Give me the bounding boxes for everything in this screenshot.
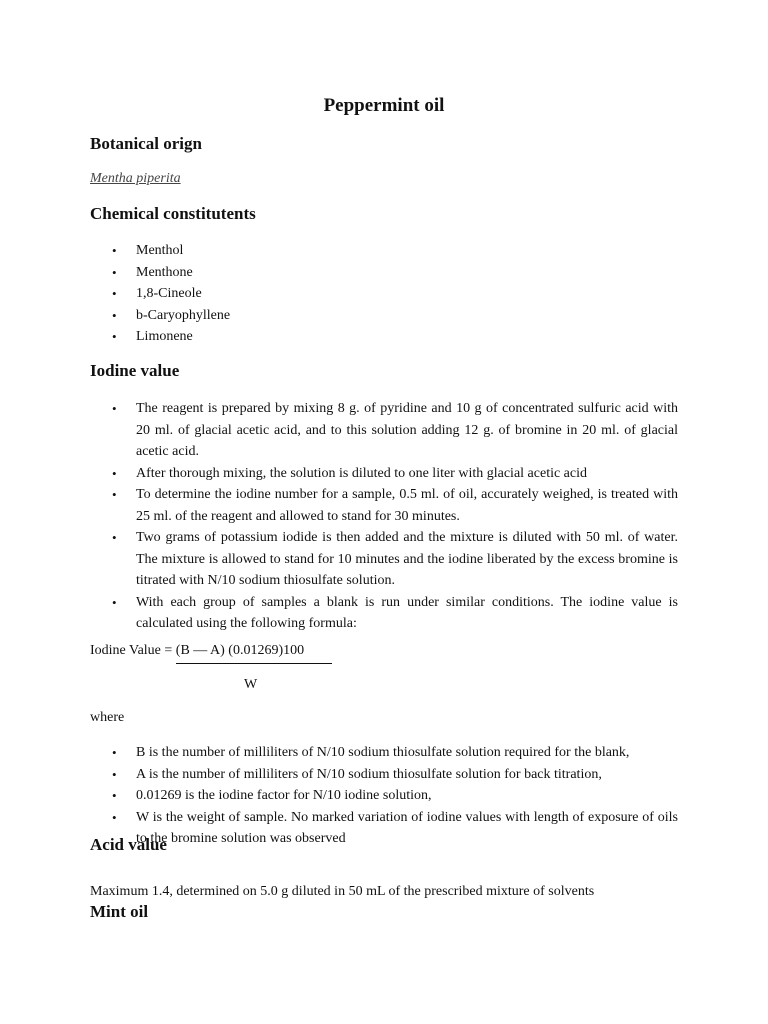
list-item: • W is the weight of sample. No marked variation of iodine values with length of exposure of oils to the bromine solution was observed — [90, 807, 678, 850]
list-item: • Limonene — [90, 326, 678, 348]
iodine-steps-list — [90, 398, 678, 635]
heading-acid-value: Acid value — [90, 835, 167, 854]
formula-numerator: (B — A) (0.01269)100 — [176, 643, 332, 664]
botanical-species: Mentha piperita — [90, 171, 181, 186]
list-item: • With each group of samples a blank is run under similar conditions. The iodine value is calculated using the following formula: — [90, 592, 678, 635]
where-label: where — [90, 710, 125, 725]
list-item: • Menthone — [90, 262, 678, 284]
heading-mint-oil: Mint oil — [90, 902, 149, 921]
constituents-list — [90, 240, 678, 348]
page-title: Peppermint oil — [323, 95, 445, 116]
heading-chemical-constituents: Chemical constitutents — [90, 204, 256, 223]
list-item: • To determine the iodine number for a sample, 0.5 ml. of oil, accurately weighed, is treated with 25 ml. of the reagent and allowed to stand for 30 minutes. — [90, 484, 678, 527]
iodine-formula — [90, 643, 332, 664]
list-item: • 0.01269 is the iodine factor for N/10 iodine solution, — [90, 785, 678, 807]
heading-botanical-origin: Botanical orign — [90, 134, 202, 153]
list-item: • The reagent is prepared by mixing 8 g. of pyridine and 10 g of concentrated sulfuric acid with 20 ml. of glacial acetic acid, and to this solution adding 12 g. of bromine in 20 ml. of glacial acetic acid. — [90, 398, 678, 463]
acid-value-text: Maximum 1.4, determined on 5.0 g diluted in 50 mL of the prescribed mixture of solvents — [90, 884, 595, 899]
list-item: • After thorough mixing, the solution is diluted to one liter with glacial acetic acid — [90, 463, 678, 485]
heading-iodine-value: Iodine value — [90, 361, 180, 380]
list-item: • A is the number of milliliters of N/10 sodium thiosulfate solution for back titration, — [90, 764, 678, 786]
list-item: • 1,8-Cineole — [90, 283, 678, 305]
formula-denominator: W — [244, 677, 258, 692]
list-item: • Menthol — [90, 240, 678, 262]
list-item: • Two grams of potassium iodide is then added and the mixture is diluted with 50 ml. of water. The mixture is allowed to stand for 10 minutes and the iodine liberated by the excess bromine is titrated with N/10 sodium thiosulfate solution. — [90, 527, 678, 592]
formula-label: Iodine Value = — [90, 643, 176, 658]
list-item: • b-Caryophyllene — [90, 305, 678, 327]
list-item: • B is the number of milliliters of N/10 sodium thiosulfate solution required for the blank, — [90, 742, 678, 764]
formula-variables-list — [90, 742, 678, 850]
